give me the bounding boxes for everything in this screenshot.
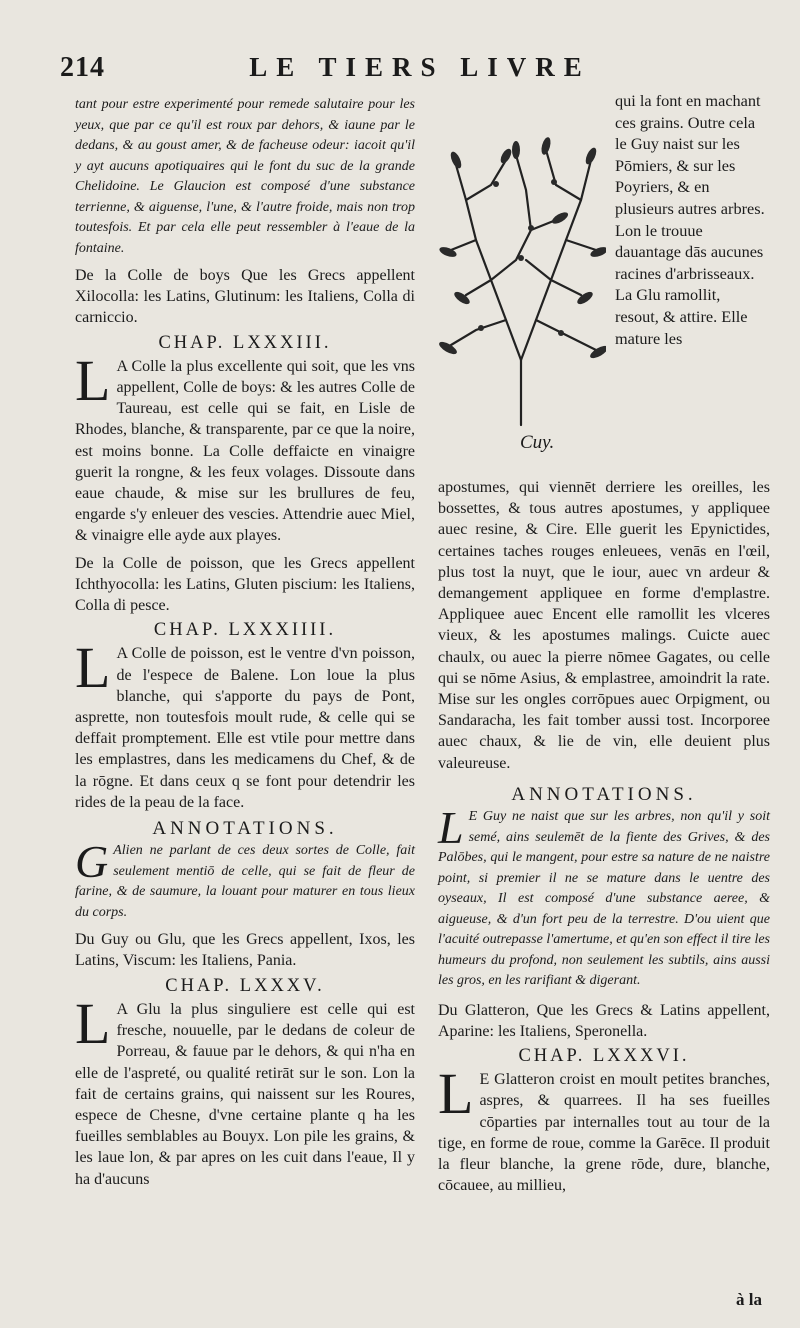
page-number: 214 xyxy=(60,52,105,83)
mistletoe-illustration xyxy=(436,130,606,430)
chapter-heading-83: CHAP. LXXXIII. xyxy=(158,332,332,353)
chapter-83-text: A Colle la plus excellente qui soit, que les vns appellent, Colle de boys: & les autres Colle de Taureau, est celle qui se fait, en Lisle de Rhodes, blanche, & transparente, par ce que la noire, est moins bonne. La Colle deffaicte en vinaigre guerit la rongne, & les feux volages. Dissoute dans eaue chaude, & mise sur les brullures de feu, engarde s'y enleuer des vescies. Attendrie auec Miel, & vinaigre elle ayde aux playes. xyxy=(75,357,415,545)
annotations-text: E Guy ne naist que sur les arbres, non qu'il y soit semé, ains seulemēt de la fiente des Grives, & des Palōbes, qui le mangent, pour estre sa nature de ne naistre point, si premier il ne se mature dans le uentre des oyseaux, Il est composé d'une substance aeree, & aigueuse, & d'un fort peu de la terrestre. D'ou uient que l'acuité outrepasse l'amertume, et qu'en son effect il tire les humeurs du profond, non seulement les subtils, ains aussi les gros, en les rarifiant & digerant. xyxy=(438,809,770,989)
drop-cap: L xyxy=(438,1061,474,1127)
intro-italic-text: tant pour estre experimenté pour remede salutaire pour les yeux, que par ce qu'il est roux par dehors, & iaune par le dedans, & au goust amer, & de facheuse odeur: iacoit qu'il y ayt aucuns apotiquaires qui le font du suc de la grande Chelidoine. Le Glaucion est composé d'une substance terrienne, & aiguense, l'une, & l'autre froide, mais non trop toutesfois. Et par cela elle peut ressembler à l'eaue de la fontaine. xyxy=(75,97,415,256)
drop-cap: L xyxy=(75,635,111,701)
section-title-guy: Du Guy ou Glu, que les Grecs appellent, Ixos, les Latins, Viscum: les Italiens, Pania. xyxy=(75,931,415,970)
section-title-colle-de-poisson: De la Colle de poisson, que les Grecs appellent Ichthyocolla: les Latins, Gluten piscium: les Italiens, Colla di pesce. xyxy=(75,554,415,615)
right-column-beside-figure xyxy=(615,90,765,349)
annotations-text: Alien ne parlant de ces deux sortes de Colle, fait seulement mentiō de celle, qui se fait de fleur de farine, & de saumure, la louant pour maturer en tous lieux du corps. xyxy=(75,843,415,920)
annotations-heading: ANNOTATIONS. xyxy=(511,783,697,805)
mistletoe-woodcut-icon xyxy=(436,130,606,430)
drop-cap: G xyxy=(75,836,109,888)
chapter-83-body xyxy=(75,347,415,547)
drop-cap: L xyxy=(438,802,464,854)
annotations-body xyxy=(75,836,415,923)
catchword: à la xyxy=(736,1290,762,1309)
continuation-text: apostumes, qui viennēt derriere les oreilles, les bossettes, & tous autres apostumes, y appliquee auec resine, & Cire. Elle guerit les Epynictides, certaines taches rouges enleuees, venās en l'œil, plus tost la nuyt, que le iour, auec vn ardeur & demangement appliquee en forme d'emplastre. Appliquee auec Encent elle ramollit les vlceres vieux, & les apostumes malings. Cuicte auec chaulx, ou auec la pierre nōmee Gagates, ou celle qui se nōme Asius, & emplastree, amoindrit la rate. Mise sur les ongles corrōpues auec Orpigment, ou Sandaracha, les fait tomber aussi tost. Incorporee auec chaux, & lie de vin, elle deuient plus valeureuse. xyxy=(438,479,770,772)
chapter-85-body xyxy=(75,990,415,1190)
chapter-85-text: A Glu la plus singuliere est celle qui est fresche, nouuelle, par le dedans de coleur de Porreau, & fauue par le dehors, & qui n'ha en elle de l'aspreté, ou qualité retirāt sur le son. Lon la fait de certains grains, qui naissent sur les Roures, espece de Chesne, d'vne certaine plante q ha les fueilles semblables au Bouyx. Lon pile les grains, & les laue lon, & par apres on les cuit dans l'eaue, Il y ha d'aucuns xyxy=(75,1000,415,1188)
beside-figure-text: qui la font en machant ces grains. Outre cela le Guy naist sur les Pōmiers, & sur les Poyriers, & en plusieurs autres arbres. Lon le trouue dauantage dās aucunes racines d'arbrisseaux. La Glu ramollit, resout, & attire. Elle mature les xyxy=(615,91,765,348)
annotations-body xyxy=(438,802,770,992)
chapter-heading-85: CHAP. LXXXV. xyxy=(165,975,325,996)
right-column xyxy=(438,477,770,1196)
chapter-84-text: A Colle de poisson, est le ventre d'vn poisson, de l'espece de Balene. Lon loue la plus blanche, qui s'apporte du pays de Pont, asprette, non toutesfois moult rude, & celle qui se deffait promptement. Elle est vtile pour mettre dans les emplastres, dans les medicamens du Chef, & de la rōgne. Et dans ceux q se font pour detendrir les rides de la peau de la face. xyxy=(75,645,415,811)
left-column xyxy=(75,95,415,1190)
chapter-86-body xyxy=(438,1061,770,1196)
annotations-heading: ANNOTATIONS. xyxy=(152,818,338,840)
figure-caption: Cuy. xyxy=(520,432,555,453)
section-title-colle-de-boys: De la Colle de boys Que les Grecs appellent Xilocolla: les Latins, Glutinum: les Italiens, Colla di carniccio. xyxy=(75,267,415,327)
chapter-84-body xyxy=(75,635,415,813)
chapter-heading-86: CHAP. LXXXVI. xyxy=(518,1045,690,1066)
drop-cap: L xyxy=(75,347,111,413)
chapter-heading-84: CHAP. LXXXIIII. xyxy=(153,620,337,641)
running-title: LE TIERS LIVRE xyxy=(249,52,591,82)
section-title-glatteron: Du Glatteron, Que les Grecs & Latins appellent, Aparine: les Italiens, Speronella. xyxy=(438,1001,770,1040)
chapter-86-text: E Glatteron croist en moult petites branches, aspres, & quarrees. Il ha ses fueilles cōparties par internalles tout au tour de la tige, en forme de roue, comme la Garēce. Il produit la fleur blanche, la grene rōde, dure, blanche, cōcauee, au millieu, xyxy=(438,1071,770,1195)
drop-cap: L xyxy=(75,990,111,1056)
page-header xyxy=(60,52,780,92)
